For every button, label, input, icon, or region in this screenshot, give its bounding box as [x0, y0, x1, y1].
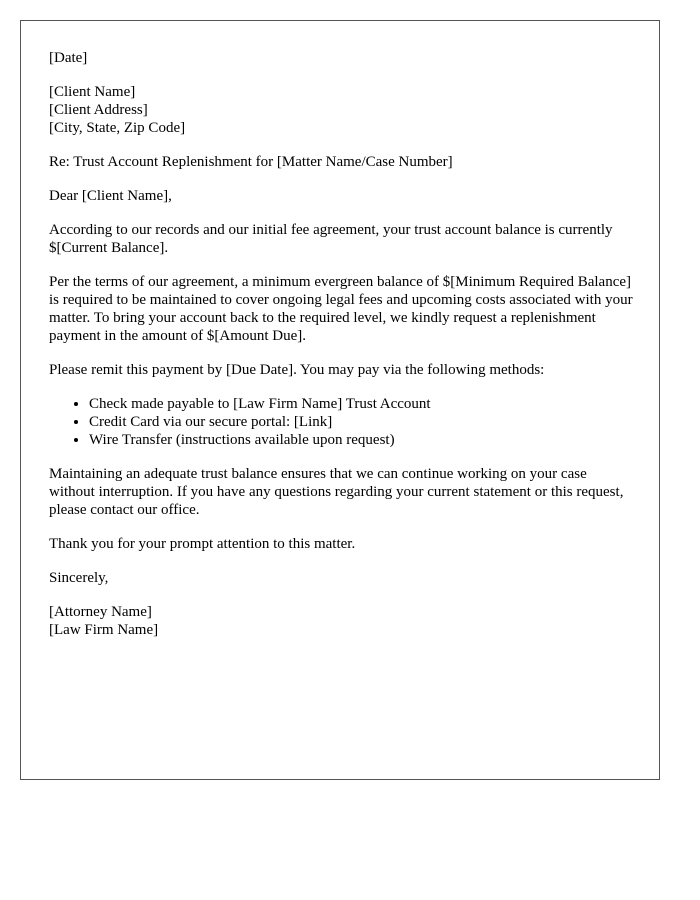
payment-methods-list — [49, 395, 634, 449]
letter-page — [20, 20, 660, 780]
paragraph-maintaining-balance: Maintaining an adequate trust balance ensures that we can continue working on your case without interruption. If you have any questions regarding your current statement or this request, please contact our office. — [49, 466, 624, 518]
paragraph-current-balance: According to our records and our initial fee agreement, your trust account balance is currently $[Current Balance]. — [49, 222, 613, 256]
paragraph-replenishment-request: Per the terms of our agreement, a minimum evergreen balance of $[Minimum Required Balance] is required to be maintained to cover ongoing legal fees and upcoming costs associated with your matter. To bring your account back to the required level, we kindly request a replenishment payment in the amount of $[Amount Due]. — [49, 274, 633, 344]
closing: Sincerely, — [49, 570, 109, 586]
letter-date: [Date] — [49, 50, 88, 66]
recipient-city-state-zip: [City, State, Zip Code] — [49, 120, 186, 136]
paragraph-payment-instructions: Please remit this payment by [Due Date]. You may pay via the following methods: — [49, 362, 545, 378]
attorney-name: [Attorney Name] — [49, 604, 152, 620]
payment-method-credit-card: • Credit Card via our secure portal: [Link] — [89, 413, 634, 431]
recipient-address: [Client Address] — [49, 102, 148, 118]
letter-body — [49, 49, 634, 655]
signature-block — [49, 603, 634, 639]
salutation: Dear [Client Name], — [49, 188, 172, 204]
law-firm-name: [Law Firm Name] — [49, 622, 159, 638]
paragraph-thank-you: Thank you for your prompt attention to this matter. — [49, 536, 356, 552]
payment-method-wire-transfer: • Wire Transfer (instructions available upon request) — [89, 431, 634, 449]
subject-line: Re: Trust Account Replenishment for [Matter Name/Case Number] — [49, 154, 453, 170]
payment-method-check: • Check made payable to [Law Firm Name] Trust Account — [89, 395, 634, 413]
recipient-name: [Client Name] — [49, 84, 136, 100]
recipient-block — [49, 83, 634, 137]
